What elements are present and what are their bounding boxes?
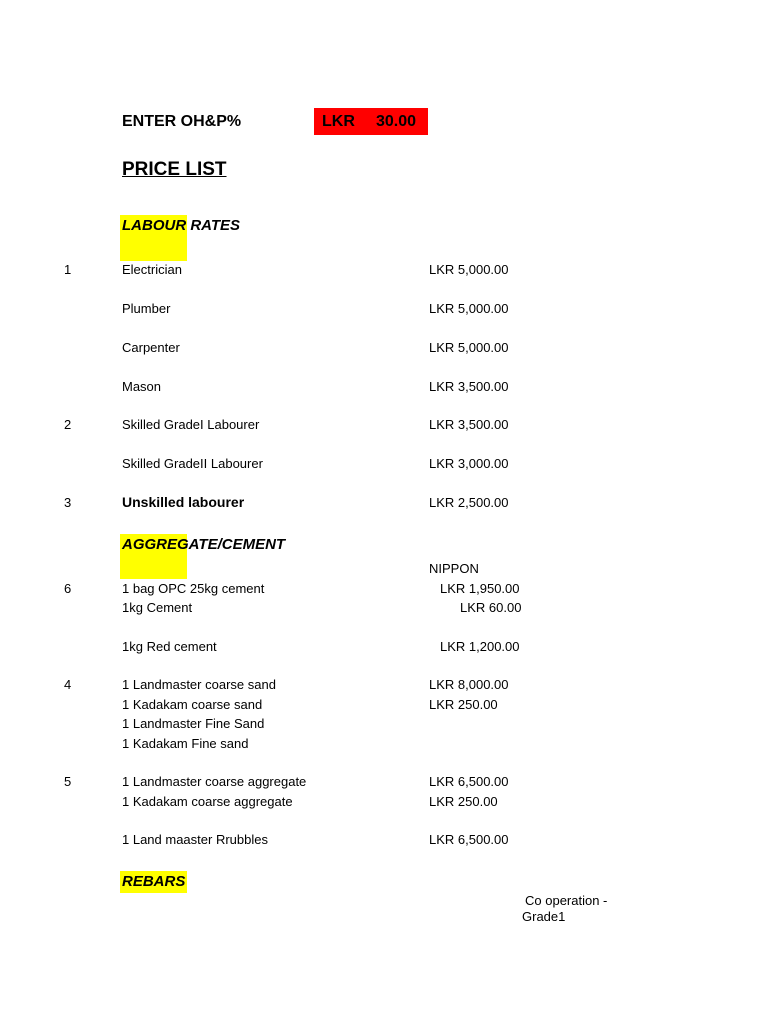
row-number: 2 [64, 417, 72, 432]
labour-item: Carpenter [122, 340, 180, 355]
aggregate-heading-highlight: AGGREGA [122, 536, 199, 553]
labour-item: Electrician [122, 262, 182, 277]
ohp-input-cell[interactable] [314, 108, 428, 135]
aggregate-heading [122, 536, 285, 553]
row-number: 3 [64, 495, 72, 510]
labour-heading-rest: RATES [186, 217, 241, 234]
rebars-heading: REBARS [122, 873, 186, 890]
aggregate-price: LKR 8,000.00 [429, 677, 509, 692]
aggregate-price: LKR 250.00 [429, 794, 498, 809]
labour-item: Plumber [122, 301, 171, 316]
aggregate-heading-rest: TE/CEMENT [198, 536, 286, 553]
labour-price: LKR 2,500.00 [429, 495, 509, 510]
aggregate-price: LKR 60.00 [460, 600, 522, 615]
labour-item: Mason [122, 379, 162, 394]
rebars-note-line1: Co operation - [525, 893, 608, 908]
row-number: 6 [64, 581, 72, 596]
labour-item: Skilled GradeI Labourer [122, 417, 260, 432]
labour-price: LKR 5,000.00 [429, 301, 509, 316]
aggregate-item: 1 Land maaster Rrubbles [122, 832, 268, 847]
labour-price: LKR 3,500.00 [429, 379, 509, 394]
labour-item: Skilled GradeII Labourer [122, 456, 263, 471]
labour-heading-highlight: LABOUR [122, 217, 187, 234]
row-number: 1 [64, 262, 72, 277]
aggregate-item: 1 Kadakam coarse sand [122, 697, 263, 712]
aggregate-price: LKR 1,200.00 [440, 639, 520, 654]
aggregate-item: 1 Landmaster coarse sand [122, 677, 276, 692]
aggregate-item: 1 Kadakam coarse aggregate [122, 794, 293, 809]
aggregate-price: LKR 1,950.00 [440, 581, 520, 596]
labour-heading [122, 217, 240, 234]
aggregate-price: LKR 6,500.00 [429, 774, 509, 789]
brand-label: NIPPON [429, 561, 479, 576]
labour-price: LKR 5,000.00 [429, 262, 509, 277]
row-number: 4 [64, 677, 72, 692]
aggregate-item: 1 bag OPC 25kg cement [122, 581, 265, 596]
labour-price: LKR 3,500.00 [429, 417, 509, 432]
ohp-currency: LKR [322, 113, 355, 130]
aggregate-item: 1 Landmaster coarse aggregate [122, 774, 307, 789]
ohp-value: 30.00 [376, 113, 417, 130]
ohp-label: ENTER OH&P% [122, 113, 242, 130]
page-title: PRICE LIST [122, 159, 227, 180]
labour-price: LKR 3,000.00 [429, 456, 509, 471]
aggregate-item: 1 Landmaster Fine Sand [122, 716, 265, 731]
aggregate-price: LKR 6,500.00 [429, 832, 509, 847]
aggregate-item: 1 Kadakam Fine sand [122, 736, 249, 751]
rebars-note-line2: Grade1 [522, 909, 566, 924]
row-number: 5 [64, 774, 72, 789]
labour-item: Unskilled labourer [122, 494, 245, 510]
aggregate-item: 1kg Red cement [122, 639, 217, 654]
aggregate-item: 1kg Cement [122, 600, 193, 615]
labour-price: LKR 5,000.00 [429, 340, 509, 355]
aggregate-price: LKR 250.00 [429, 697, 498, 712]
